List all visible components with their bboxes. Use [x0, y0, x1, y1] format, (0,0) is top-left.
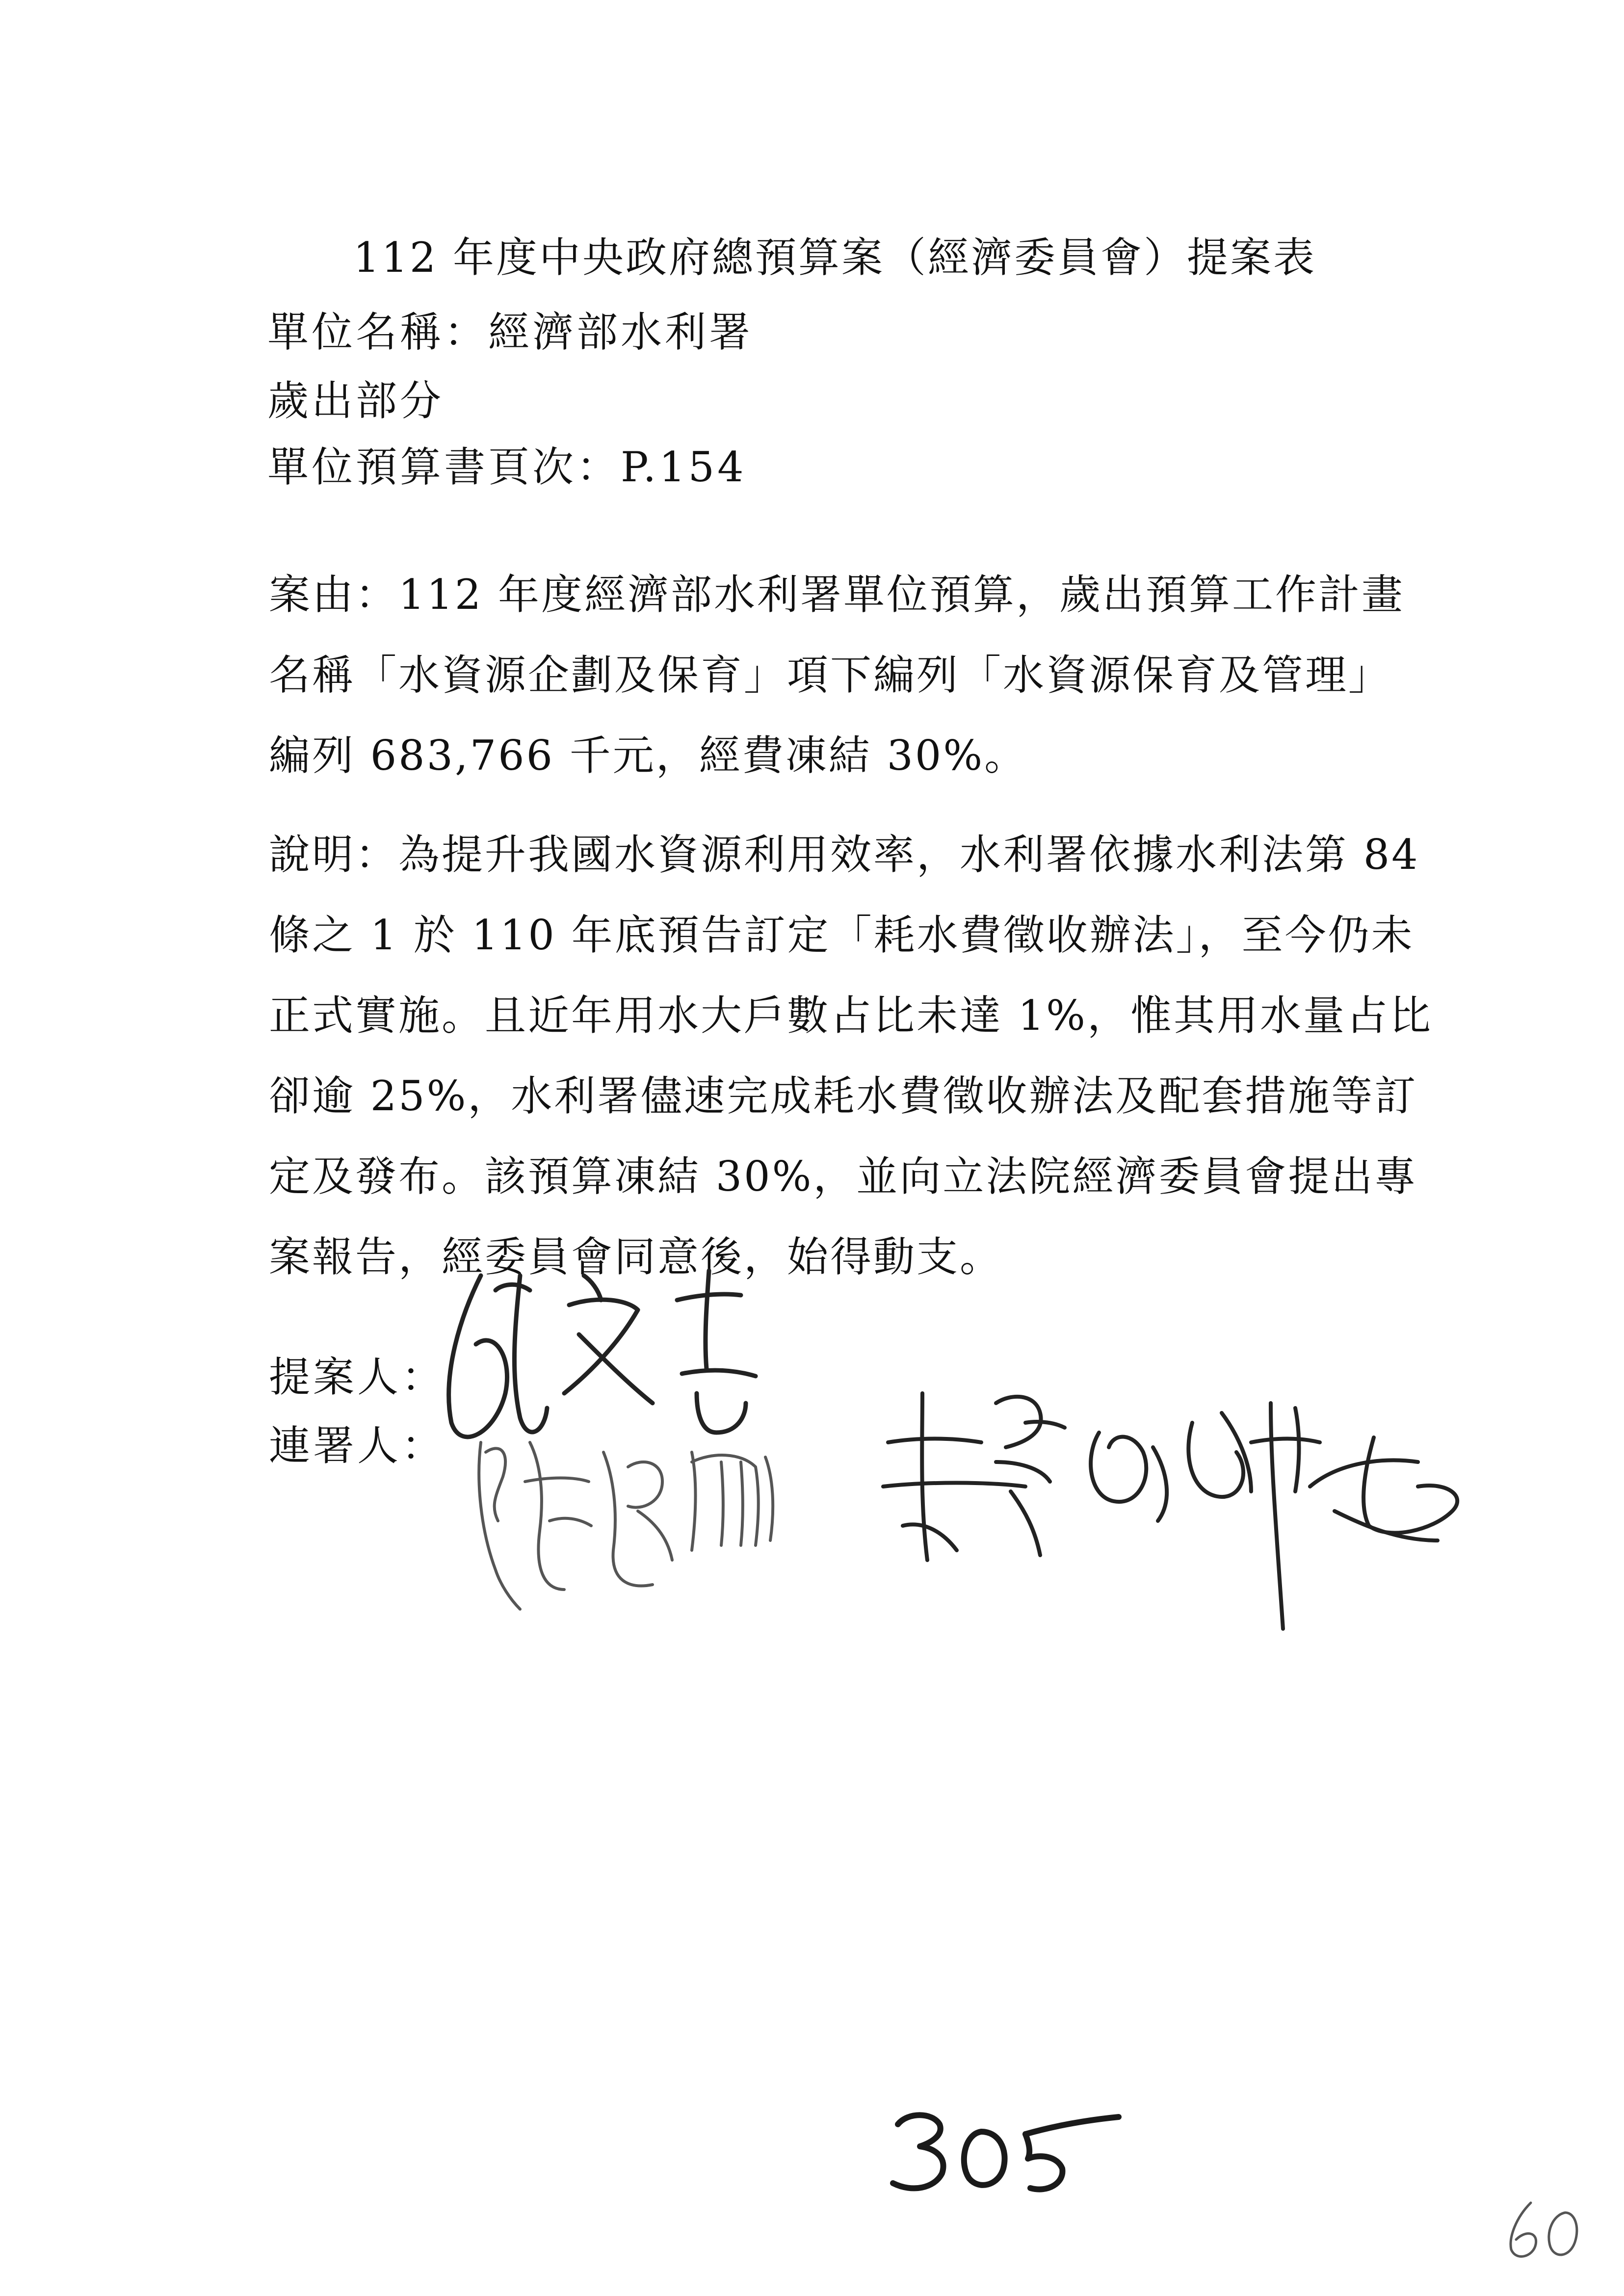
- explanation-line: 卻逾 25%，水利署儘速完成耗水費徵收辦法及配套措施等訂: [269, 1072, 1418, 1120]
- explanation-line: 條之 1 於 110 年底預告訂定「耗水費徵收辦法」，至今仍未: [269, 911, 1414, 959]
- explanation-line: 說明：為提升我國水資源利用效率，水利署依據水利法第 84: [269, 831, 1420, 879]
- reason-paragraph: [269, 554, 1417, 796]
- explanation-line: 案報告，經委員會同意後，始得動支。: [269, 1233, 1003, 1281]
- explanation-line: 正式實施。且近年用水大戶數占比未達 1%，惟其用水量占比: [269, 991, 1433, 1040]
- explanation-line: 定及發布。該預算凍結 30%，並向立法院經濟委員會提出專: [269, 1152, 1418, 1200]
- proposer-label: 提案人：: [269, 1353, 446, 1401]
- explanation-paragraph: [269, 814, 1433, 1297]
- handwritten-page-number: [878, 2090, 1124, 2208]
- unit-name: 單位名稱：經濟部水利署: [267, 308, 754, 356]
- reason-line: 編列 683,766 千元，經費凍結 30%。: [269, 731, 1028, 780]
- cosigner-signature-2: [878, 1364, 1492, 1658]
- document-title: 112 年度中央政府總預算案（經濟委員會）提案表: [353, 234, 1317, 282]
- reason-line: 案由：112 年度經濟部水利署單位預算，歲出預算工作計畫: [269, 571, 1405, 619]
- reason-line: 名稱「水資源企劃及保育」項下編列「水資源保育及管理」: [269, 651, 1392, 699]
- section-label: 歲出部分: [267, 377, 445, 425]
- handwritten-corner-number: [1496, 2193, 1595, 2267]
- cosigner-signature-1: [466, 1423, 819, 1619]
- budget-page-reference: 單位預算書頁次：P.154: [267, 443, 747, 491]
- cosigner-label: 連署人：: [269, 1422, 446, 1470]
